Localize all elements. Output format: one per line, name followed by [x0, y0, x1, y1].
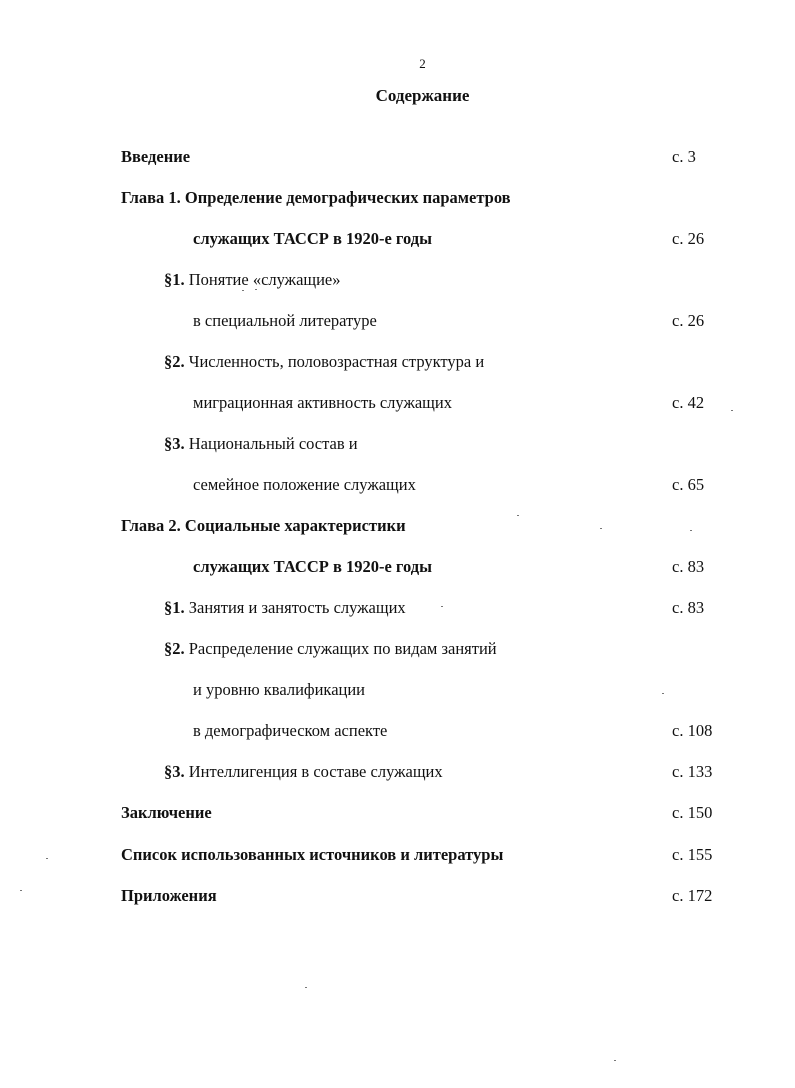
toc-entry-ch1-sec2-cont [0, 391, 795, 415]
toc-entry-ch2-sec2-cont2 [0, 719, 795, 743]
toc-entry-text [164, 432, 358, 456]
section-title: Занятия и занятость служащих [188, 598, 406, 617]
section-title: Численность, половозрастная структура и [188, 352, 485, 371]
toc-entry-text: Список использованных источников и литературы [121, 845, 504, 864]
toc-entry-page: с. 42 [672, 393, 705, 412]
toc-entry-bibliography [0, 843, 795, 867]
toc-entry-introduction [0, 145, 795, 169]
toc-entry-ch2-sec2-cont [0, 678, 795, 702]
toc-entry-text: Глава 2. Социальные характеристики [121, 516, 406, 535]
toc-entry-page: с. 172 [672, 886, 713, 905]
toc-entry-page: с. 133 [672, 762, 713, 781]
toc-entry-text: Введение [121, 147, 191, 166]
section-mark: §1. [164, 270, 185, 289]
toc-entry-text: служащих ТАССР в 1920-е годы [193, 229, 433, 248]
toc-entry-ch2-sec3 [0, 760, 795, 784]
scan-speck [614, 1060, 616, 1061]
scan-speck [517, 515, 519, 516]
toc-entry-text: в демографическом аспекте [193, 721, 388, 740]
section-title: Распределение служащих по видам занятий [188, 639, 497, 658]
section-mark: §3. [164, 762, 185, 781]
toc-entry-text: семейное положение служащих [193, 475, 416, 494]
section-title: Интеллигенция в составе служащих [188, 762, 443, 781]
section-mark: §2. [164, 639, 185, 658]
toc-entry-page: с. 150 [672, 803, 713, 822]
toc-entry-text: служащих ТАССР в 1920-е годы [193, 557, 433, 576]
toc-entry-page: с. 155 [672, 845, 713, 864]
toc-entry-text [164, 760, 443, 784]
toc-entry-text [164, 350, 484, 374]
scan-speck [662, 693, 664, 694]
section-title: Национальный состав и [188, 434, 358, 453]
scan-speck [46, 858, 48, 859]
toc-entry-text: Глава 1. Определение демографических параметров [121, 188, 511, 207]
toc-entry-page: с. 26 [672, 229, 705, 248]
toc-entry-appendices [0, 884, 795, 908]
toc-entry-chapter-2-cont [0, 555, 795, 579]
scan-speck [600, 528, 602, 529]
section-mark: §2. [164, 352, 185, 371]
toc-entry-text [164, 637, 497, 661]
toc-entry-page: с. 26 [672, 311, 705, 330]
scan-speck [255, 289, 257, 290]
scan-speck [441, 606, 443, 607]
toc-entry-page: с. 83 [672, 598, 705, 617]
section-title: Понятие «служащие» [188, 270, 341, 289]
toc-entry-page: с. 108 [672, 721, 713, 740]
section-mark: §1. [164, 598, 185, 617]
toc-entry-text: в специальной литературе [193, 311, 377, 330]
toc-entry-page: с. 83 [672, 557, 705, 576]
toc-entry-text: миграционная активность служащих [193, 393, 452, 412]
section-mark: §3. [164, 434, 185, 453]
toc-entry-ch1-sec3-cont [0, 473, 795, 497]
scan-speck [305, 987, 307, 988]
toc-entry-text [164, 596, 406, 620]
toc-entry-text: Приложения [121, 886, 217, 905]
toc-entry-page: с. 65 [672, 475, 705, 494]
toc-entry-conclusion [0, 801, 795, 825]
toc-entry-chapter-1 [0, 186, 795, 210]
scan-speck [690, 530, 692, 531]
scan-speck [20, 890, 22, 891]
toc-entry-chapter-1-cont [0, 227, 795, 251]
scan-speck [731, 410, 733, 411]
toc-entry-text: Заключение [121, 803, 212, 822]
toc-entry-chapter-2 [0, 514, 795, 538]
toc-entry-ch1-sec1-cont [0, 309, 795, 333]
toc-entry-page: с. 3 [672, 147, 696, 166]
toc-entry-text [164, 268, 341, 292]
toc-entry-ch1-sec1 [0, 268, 795, 292]
toc-entry-ch1-sec3 [0, 432, 795, 456]
scan-speck [242, 290, 244, 291]
toc-entry-text: и уровню квалификации [193, 680, 366, 699]
toc-entry-ch2-sec1 [0, 596, 795, 620]
toc-entry-ch2-sec2 [0, 637, 795, 661]
toc-entry-ch1-sec2 [0, 350, 795, 374]
page-title: Содержание [375, 86, 470, 105]
page-number: 2 [419, 56, 426, 71]
